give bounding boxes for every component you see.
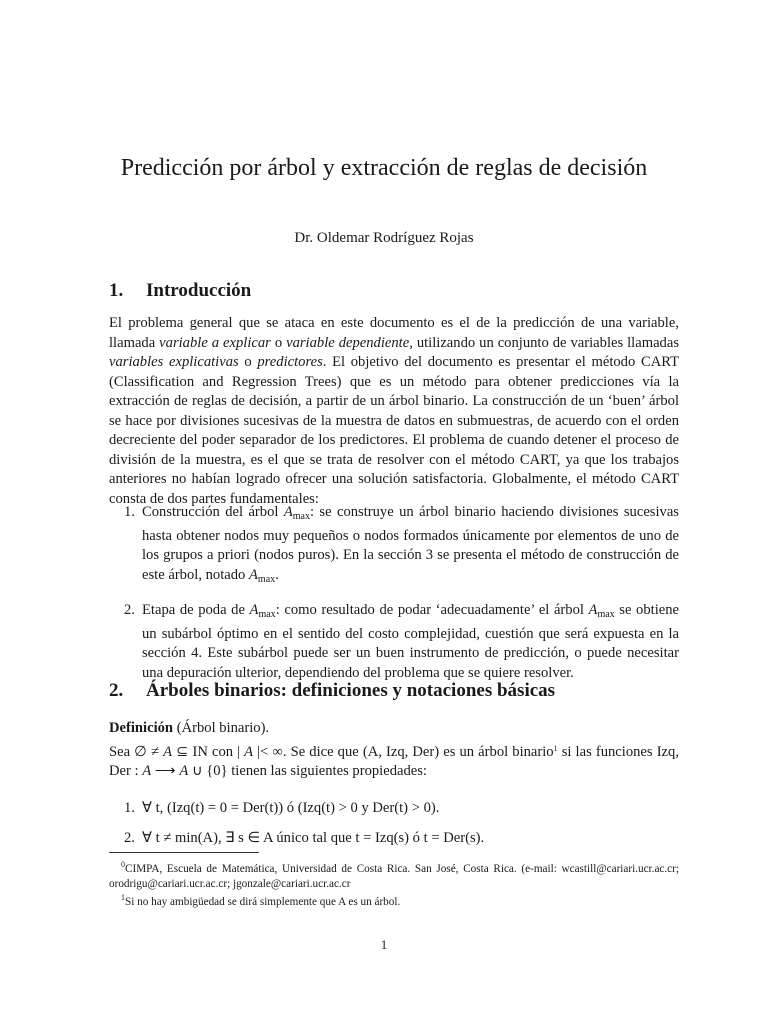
definition-text: ∪ {0} tienen las siguientes propiedades: xyxy=(188,763,427,779)
item-text: : como resultado de podar ‘adecuadamente’ el árbol xyxy=(275,602,589,618)
math-subscript: max xyxy=(292,511,310,522)
math-symbol: A xyxy=(283,504,293,520)
definition-text: ⟶ xyxy=(151,763,180,779)
intro-emphasis-3: variables explicativas xyxy=(109,354,239,370)
math-symbol: A xyxy=(142,763,152,779)
definition-text: Sea ∅ ≠ xyxy=(109,743,164,760)
list-marker: 2. xyxy=(124,829,135,846)
list-item xyxy=(109,829,679,849)
definition-label: Definición xyxy=(109,720,174,736)
item-text: Construcción del árbol xyxy=(142,504,284,520)
item-text: : se construye un árbol binario haciendo divisiones sucesivas hasta obtener nodos muy pequeños o nodos formados únicamente por elementos de uno de los grupos a priori (nodos puros). En la sección 3 se presenta el método de construcción de este árbol, notado xyxy=(142,504,679,583)
list-marker: 1. xyxy=(124,800,135,816)
introduction-paragraph xyxy=(109,314,679,509)
footnote-mark: 1 xyxy=(121,893,125,902)
section-2-heading xyxy=(109,680,555,702)
math-subscript: max xyxy=(257,573,276,585)
math-symbol: A xyxy=(244,743,254,760)
footnote-text: CIMPA, Escuela de Matemática, Universidad de Costa Rica. San José, Costa Rica. (e-mail: wcastill@cariari.ucr.ac.cr; orodrigu@cariari.ucr.ac.cr; jgonzale@cariari.ucr.ac.cr xyxy=(109,863,679,890)
footnotes xyxy=(109,858,679,910)
definition-title: (Árbol binario). xyxy=(173,720,270,736)
document-title: Predicción por árbol y extracción de reglas de decisión xyxy=(120,155,648,181)
property-text: ∀ t, (Izq(t) = 0 = Der(t)) ó (Izq(t) > 0 y Der(t) > 0). xyxy=(142,800,440,816)
math-symbol: A xyxy=(249,566,258,583)
definition-paragraph xyxy=(109,719,679,782)
footnote-divider xyxy=(109,852,259,853)
intro-text-3: , utilizando un conjunto de variables llamadas xyxy=(409,334,679,351)
math-subscript: max xyxy=(258,609,276,620)
section-1-title: Introducción xyxy=(146,280,252,301)
math-symbol: A xyxy=(163,743,173,760)
definition-text: |< ∞. Se dice que (A, Izq, Der) es un árbol binario xyxy=(253,743,554,760)
intro-text-5: . El objetivo del documento es presentar el método CART (Classification and Regression Trees) que es un método para obtener predicciones vía la extracción de reglas de decisión, a partir de un árbol binario. La construcción de un ‘buen’ árbol se hace por divisiones sucesivas de la muestra de datos en submuestras, de acuerdo con el orden decreciente del poder separador de los predictores. El problema de cuando detener el proceso de división de la muestra, es el que se trata de resolver con el método CART, ya que los trabajos anteriores no habían logrado ofrecer una solución satisfactoria. Globalmente, el método CART consta de dos partes fundamentales: xyxy=(109,354,680,507)
item-text: se obtiene un subárbol óptimo en el sentido del costo complejidad, cuestión que será expuesta en la sección 4. Este subárbol puede ser un buen instrumento de predicción, o puede necesitar una depuración ulterior, dependiendo del problema que se quiere resolver. xyxy=(142,602,679,681)
math-symbol: A xyxy=(249,602,259,618)
list-item xyxy=(109,601,679,683)
document-author: Dr. Oldemar Rodríguez Rojas xyxy=(294,230,474,246)
section-1-number: 1. xyxy=(109,280,124,301)
page-number: 1 xyxy=(380,937,388,952)
math-symbol: A xyxy=(588,602,598,618)
intro-emphasis-2: variable dependiente xyxy=(286,334,410,351)
intro-text-1: El problema general que se ataca en este documento es el de la predicción de una variable, llamada xyxy=(109,315,679,351)
math-subscript: max xyxy=(597,609,615,620)
intro-emphasis-4: predictores xyxy=(257,354,323,370)
list-item xyxy=(109,503,679,589)
intro-emphasis-1: variable a explicar xyxy=(159,334,271,351)
math-symbol: A xyxy=(179,763,189,779)
intro-text-2: o xyxy=(270,334,287,351)
property-text: ∀ t ≠ min(A), ∃ s ∈ A único tal que t = Izq(s) ó t = Der(s). xyxy=(142,829,485,846)
item-text: Etapa de poda de xyxy=(142,602,250,618)
footnote-0 xyxy=(109,858,679,891)
footnote-text: Si no hay ambigüedad se dirá simplemente que A es un árbol. xyxy=(125,896,401,908)
list-item xyxy=(109,799,679,819)
definition-text: ⊆ IN con | xyxy=(172,743,245,760)
definition-text: si las funciones Izq, Der : xyxy=(109,743,679,779)
section-1-heading xyxy=(109,280,251,302)
footnote-mark: 0 xyxy=(121,860,125,869)
footnote-1 xyxy=(109,891,679,910)
cart-steps-list xyxy=(109,503,679,683)
section-2-title: Árboles binarios: definiciones y notaciones básicas xyxy=(146,680,556,701)
properties-list xyxy=(109,799,679,848)
list-marker: 1. xyxy=(124,504,135,520)
footnote-reference: 1 xyxy=(553,743,558,753)
list-marker: 2. xyxy=(124,602,135,618)
intro-text-4: o xyxy=(238,354,258,370)
item-text: . xyxy=(275,566,279,583)
section-2-number: 2. xyxy=(109,680,124,701)
